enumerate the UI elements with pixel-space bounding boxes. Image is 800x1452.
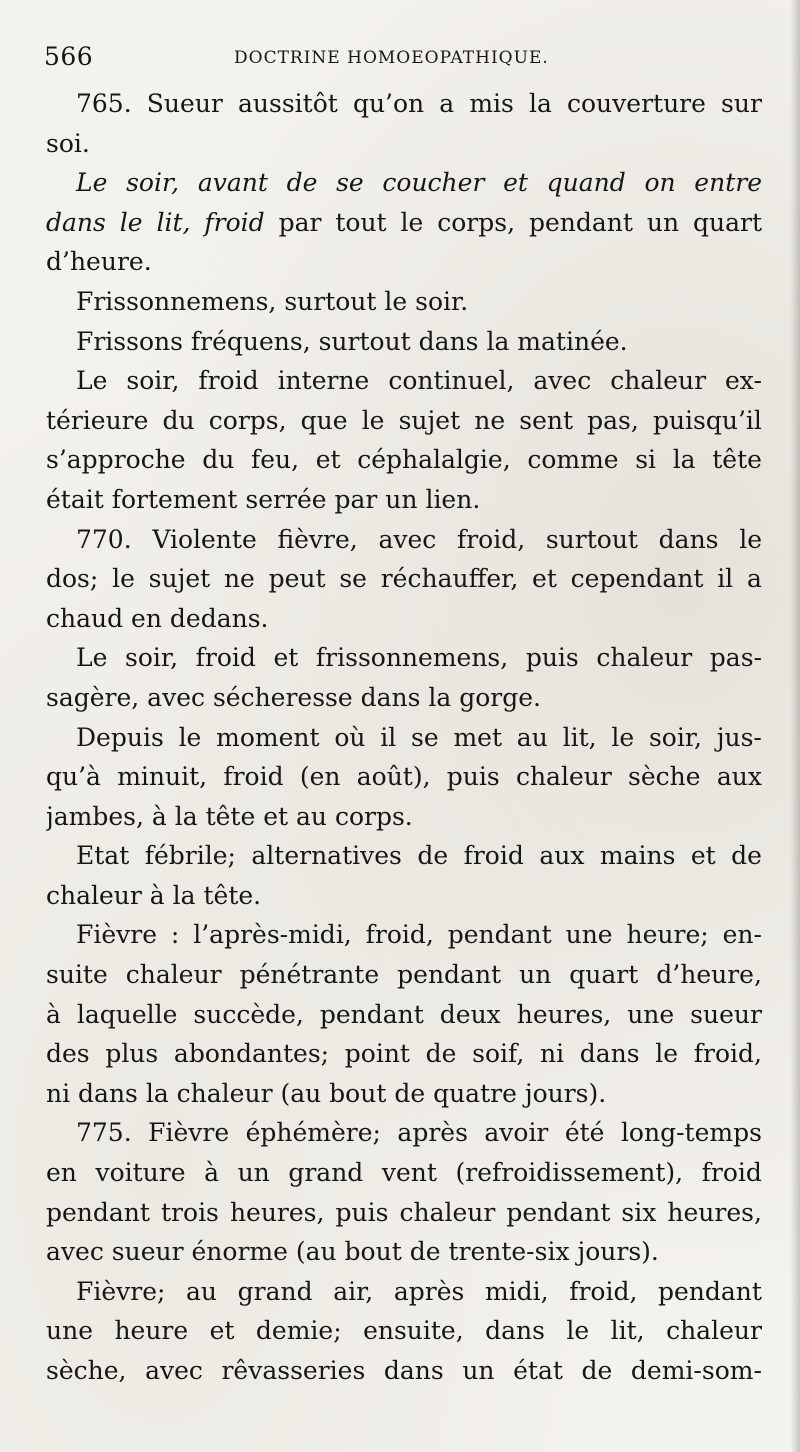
text-word: Fièvre: [76, 920, 158, 950]
text-segment: jambes, à la tête et au corps.: [46, 801, 413, 831]
text-word: il: [717, 564, 734, 594]
text-word: 770.: [76, 524, 132, 554]
text-word: pas,: [587, 405, 639, 435]
text-word: vent: [381, 1158, 437, 1188]
text-line: [46, 242, 762, 282]
text-word: Sueur: [146, 89, 223, 118]
text-line: [46, 1193, 762, 1233]
text-word: on: [644, 168, 676, 198]
text-word: heure: [114, 1316, 189, 1346]
text-word: Le: [76, 168, 108, 198]
text-word: il: [380, 722, 397, 752]
text-line: [46, 480, 762, 520]
text-word: dans: [658, 524, 719, 554]
text-line: [46, 124, 762, 164]
text-word: la: [672, 445, 696, 475]
text-word: corps,: [437, 207, 516, 237]
text-word: 765.: [76, 89, 132, 118]
text-word: fébrile;: [144, 841, 236, 871]
text-word: térieure: [46, 405, 149, 435]
text-word: froid: [223, 762, 284, 792]
text-line: [46, 520, 762, 560]
text-word: quart: [692, 207, 762, 237]
text-word: réchauffer,: [380, 564, 519, 594]
text-word: pendant: [46, 1197, 150, 1227]
text-word: le: [361, 405, 385, 435]
text-word: ne: [223, 564, 255, 594]
text-word: soir,: [125, 643, 179, 673]
text-word: comme: [527, 445, 619, 475]
text-word: sèche,: [46, 1356, 127, 1385]
text-word: Le: [76, 643, 108, 673]
text-word: soir,: [126, 168, 180, 198]
text-word: pendant: [447, 920, 552, 950]
text-line: [46, 1034, 762, 1074]
text-word: puis: [446, 762, 500, 792]
text-word: (refroidissement),: [455, 1158, 684, 1188]
text-word: aussitôt: [238, 89, 338, 118]
text-line: [46, 1074, 762, 1114]
text-word: du: [202, 445, 235, 475]
text-word: dans: [383, 1356, 444, 1385]
text-line: [46, 440, 762, 480]
text-word: quart: [569, 960, 639, 990]
text-word: pendant: [657, 1276, 762, 1306]
running-head: DOCTRINE HOMOEOPATHIQUE.: [234, 48, 549, 68]
text-word: lit,: [610, 1316, 645, 1346]
text-word: et: [503, 168, 528, 198]
text-line: [46, 718, 762, 758]
text-word: lit,: [156, 207, 191, 237]
text-word: met: [453, 722, 503, 752]
text-word: feu,: [250, 445, 300, 475]
text-word: août),: [356, 762, 431, 792]
text-word: grand: [237, 1276, 313, 1306]
text-word: dos;: [46, 564, 99, 594]
text-word: mains: [599, 841, 676, 871]
text-line: [46, 638, 762, 678]
text-word: Etat: [76, 841, 130, 871]
text-word: coucher: [382, 168, 485, 198]
text-word: couverture: [567, 89, 706, 118]
text-line: [46, 995, 762, 1035]
text-word: froid: [204, 207, 265, 237]
text-word: air,: [333, 1276, 374, 1306]
text-segment: avec sueur énorme (au bout de trente-six jours).: [46, 1237, 659, 1267]
text-word: chaleur: [666, 1316, 762, 1346]
text-word: mis: [469, 89, 514, 118]
text-word: un: [519, 960, 552, 990]
text-word: ne: [474, 405, 506, 435]
text-word: 775.: [76, 1118, 132, 1148]
text-word: et: [315, 445, 341, 475]
text-word: le: [400, 207, 424, 237]
text-word: éphémère;: [245, 1118, 381, 1148]
text-word: Le: [76, 366, 108, 396]
text-word: tout: [335, 207, 387, 237]
text-line: [46, 1272, 762, 1312]
text-word: avec: [145, 1356, 203, 1385]
text-word: céphalalgie,: [357, 445, 511, 475]
text-word: plus: [105, 1039, 159, 1069]
text-word: aux: [539, 841, 585, 871]
text-word: pendant: [397, 960, 502, 990]
text-word: de: [286, 168, 318, 198]
text-word: de: [425, 1039, 457, 1069]
text-line: [46, 282, 762, 322]
text-word: soir,: [648, 722, 702, 752]
text-word: midi,: [484, 1276, 549, 1306]
text-word: pendant: [506, 1197, 611, 1227]
text-word: succède,: [193, 999, 304, 1029]
text-word: été: [564, 1118, 605, 1148]
text-word: par: [278, 207, 322, 237]
text-word: à: [46, 999, 61, 1029]
text-word: et: [690, 841, 716, 871]
text-word: une: [565, 920, 613, 950]
text-word: ni: [539, 1039, 565, 1069]
text-word: interne: [277, 366, 370, 396]
text-line: [46, 1311, 762, 1351]
text-word: trois: [161, 1197, 219, 1227]
text-word: aux: [716, 762, 762, 792]
text-word: de: [581, 1356, 613, 1385]
text-word: surtout: [545, 524, 638, 554]
text-word: chaleur: [125, 960, 222, 990]
text-word: puis: [335, 1197, 389, 1227]
text-word: sujet: [148, 564, 211, 594]
text-word: en-: [722, 920, 762, 950]
text-word: suite: [46, 960, 108, 990]
page-edge-shadow: [790, 0, 800, 1452]
text-word: chaleur: [610, 366, 707, 396]
text-word: grand: [288, 1158, 364, 1188]
text-word: à: [204, 1158, 220, 1188]
text-word: a: [746, 564, 762, 594]
text-word: avec: [533, 366, 592, 396]
text-word: le: [112, 564, 135, 594]
text-word: et: [532, 564, 557, 594]
text-word: demie;: [255, 1316, 342, 1346]
text-word: Violente: [152, 524, 257, 554]
text-segment: était fortement serrée par un lien.: [46, 484, 481, 514]
text-word: une: [627, 999, 675, 1029]
text-word: long-temps: [620, 1118, 762, 1148]
text-word: le: [655, 1039, 679, 1069]
text-word: dans: [485, 1316, 545, 1346]
text-word: heures,: [229, 1197, 325, 1227]
text-word: sueur: [690, 999, 762, 1029]
text-word: fièvre,: [277, 524, 358, 554]
text-word: se: [411, 722, 439, 752]
body-text: [46, 84, 762, 1391]
text-word: froid: [195, 643, 256, 673]
text-word: a: [439, 89, 455, 118]
text-word: heure;: [626, 920, 709, 950]
text-word: moment: [216, 722, 320, 752]
text-word: corps,: [208, 405, 287, 435]
text-word: le: [739, 524, 762, 554]
text-line: [46, 1232, 762, 1272]
text-word: Fièvre;: [76, 1276, 166, 1306]
text-word: heures,: [516, 999, 612, 1029]
text-word: qu’à: [46, 762, 101, 792]
text-word: ex-: [725, 366, 762, 396]
text-word: après: [393, 1276, 465, 1306]
text-word: puisqu’il: [652, 405, 762, 435]
text-word: deux: [439, 999, 501, 1029]
text-word: point: [344, 1039, 410, 1069]
text-word: s’approche: [46, 445, 186, 475]
text-word: un: [646, 207, 680, 237]
text-segment: Frissonnemens, surtout le soir.: [76, 286, 469, 316]
text-word: froid,: [569, 1276, 638, 1306]
text-word: avant: [197, 168, 268, 198]
text-line: [46, 163, 762, 203]
text-word: un: [462, 1356, 495, 1385]
text-word: en: [46, 1158, 77, 1188]
text-word: froid: [463, 841, 524, 871]
text-word: (en: [299, 762, 341, 792]
text-word: le: [611, 722, 635, 752]
text-word: lit,: [562, 722, 597, 752]
text-line: [46, 797, 762, 837]
text-word: dans: [46, 207, 106, 237]
text-word: le: [119, 207, 143, 237]
text-word: pendant: [319, 999, 424, 1029]
text-word: quand: [546, 168, 626, 198]
text-word: pas-: [709, 643, 762, 673]
text-word: peut: [268, 564, 326, 594]
page-header: [44, 42, 764, 78]
text-word: soif,: [472, 1039, 525, 1069]
text-word: continuel,: [388, 366, 515, 396]
text-word: sur: [721, 89, 762, 118]
text-word: voiture: [95, 1158, 186, 1188]
text-word: que: [300, 405, 348, 435]
text-word: le: [566, 1316, 590, 1346]
text-word: le: [178, 722, 202, 752]
text-word: froid,: [456, 524, 526, 554]
text-line: [46, 915, 762, 955]
text-segment: chaud en dedans.: [46, 603, 269, 633]
text-word: pendant: [528, 207, 633, 237]
text-word: l’après-midi,: [193, 920, 352, 950]
text-word: si: [635, 445, 657, 475]
text-line: [46, 876, 762, 916]
text-word: entre: [694, 168, 762, 198]
text-word: chaleur: [596, 643, 693, 673]
text-word: puis: [525, 643, 579, 673]
text-word: et: [273, 643, 299, 673]
text-segment: d’heure.: [46, 247, 152, 277]
text-word: pénétrante: [239, 960, 380, 990]
text-word: un: [237, 1158, 270, 1188]
text-word: six: [621, 1197, 657, 1227]
text-line: [46, 84, 762, 124]
text-word: laquelle: [76, 999, 178, 1029]
text-word: froid: [701, 1158, 762, 1188]
text-word: ensuite,: [363, 1316, 464, 1346]
text-word: d’heure,: [656, 960, 762, 990]
text-segment: sagère, avec sécheresse dans la gorge.: [46, 682, 541, 712]
text-line: [46, 1351, 762, 1391]
text-line: [46, 955, 762, 995]
text-word: minuit,: [117, 762, 208, 792]
page-number: 566: [44, 42, 94, 71]
text-word: après: [397, 1118, 468, 1148]
text-word: sèche: [628, 762, 701, 792]
text-word: cependant: [570, 564, 704, 594]
text-word: frissonnemens,: [315, 643, 509, 673]
text-word: de: [731, 841, 762, 871]
text-word: froid: [198, 366, 259, 396]
text-line: [46, 678, 762, 718]
text-word: alternatives: [251, 841, 402, 871]
text-word: sent: [519, 405, 574, 435]
text-word: au: [186, 1276, 218, 1306]
text-word: :: [170, 920, 180, 950]
text-segment: ni dans la chaleur (au bout de quatre jours).: [46, 1078, 607, 1108]
text-word: se: [336, 168, 364, 198]
text-segment: chaleur à la tête.: [46, 880, 262, 910]
text-word: Depuis: [76, 722, 164, 752]
text-word: avoir: [484, 1118, 549, 1148]
text-word: et: [209, 1316, 235, 1346]
text-line: [46, 836, 762, 876]
text-line: [46, 1113, 762, 1153]
text-line: [46, 401, 762, 441]
text-line: [46, 322, 762, 362]
text-word: sujet: [398, 405, 461, 435]
text-word: qu’on: [352, 89, 425, 118]
text-line: [46, 559, 762, 599]
text-word: jus-: [716, 722, 762, 752]
text-word: la: [528, 89, 552, 118]
text-word: où: [334, 722, 366, 752]
text-word: chaleur: [515, 762, 612, 792]
text-segment: Frissons fréquens, surtout dans la matinée.: [76, 326, 628, 356]
text-word: des: [46, 1039, 90, 1069]
text-line: [46, 1153, 762, 1193]
text-word: demi-som-: [630, 1356, 762, 1385]
text-word: heures,: [667, 1197, 762, 1227]
text-word: rêvasseries: [221, 1356, 366, 1385]
text-word: état: [513, 1356, 563, 1385]
text-word: avec: [378, 524, 437, 554]
text-word: tête: [712, 445, 762, 475]
text-word: abondantes;: [173, 1039, 330, 1069]
text-word: soir,: [126, 366, 180, 396]
text-word: dans: [579, 1039, 640, 1069]
text-segment: soi.: [46, 128, 90, 158]
text-word: Fièvre: [148, 1118, 230, 1148]
text-word: de: [417, 841, 449, 871]
text-line: [46, 203, 762, 243]
text-word: froid,: [693, 1039, 762, 1069]
text-line: [46, 757, 762, 797]
text-word: se: [339, 564, 367, 594]
text-word: chaleur: [399, 1197, 496, 1227]
text-word: du: [162, 405, 195, 435]
text-word: au: [516, 722, 548, 752]
text-word: froid,: [365, 920, 434, 950]
text-word: une: [46, 1316, 93, 1346]
text-line: [46, 361, 762, 401]
text-line: [46, 599, 762, 639]
